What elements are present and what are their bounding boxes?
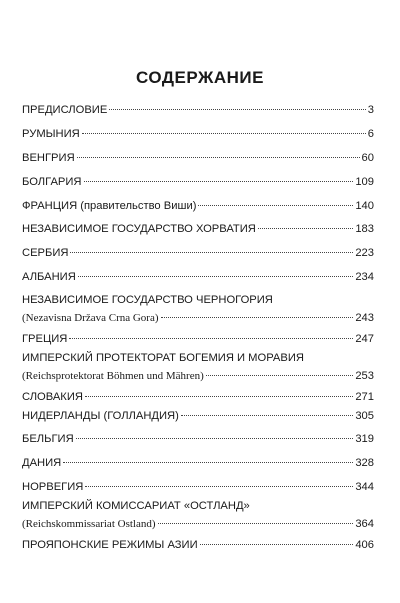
toc-entry-title: НЕЗАВИСИМОЕ ГОСУДАРСТВО ЧЕРНОГОРИЯ [22, 294, 273, 306]
toc-entry[interactable] [22, 128, 374, 141]
toc-page-number: 328 [355, 457, 374, 469]
toc-entry-subtitle: (Nezavisna Država Crna Gora) [22, 312, 159, 324]
dot-leader [161, 317, 354, 318]
page-title: СОДЕРЖАНИЕ [136, 68, 264, 87]
dot-leader [198, 205, 353, 206]
toc-entry-title: ФРАНЦИЯ (правительство Виши) [22, 200, 197, 212]
toc-entry[interactable] [22, 176, 374, 189]
toc-page-number: 253 [355, 370, 374, 382]
toc-entry-title: ГРЕЦИЯ [22, 333, 68, 345]
toc-entry[interactable] [22, 333, 374, 346]
toc-entry-title: НИДЕРЛАНДЫ (ГОЛЛАНДИЯ) [22, 410, 179, 422]
dot-leader [70, 252, 353, 253]
toc-page-number: 344 [355, 481, 374, 493]
dot-leader [63, 462, 353, 463]
toc-entry[interactable] [22, 294, 374, 324]
toc-entry-title: ПРЕДИСЛОВИЕ [22, 104, 108, 116]
toc-entry-title: НЕЗАВИСИМОЕ ГОСУДАРСТВО ХОРВАТИЯ [22, 223, 256, 235]
toc-entry[interactable] [22, 481, 374, 494]
toc-page-number: 183 [355, 223, 374, 235]
toc-entry[interactable] [22, 352, 374, 382]
toc-entry[interactable] [22, 500, 374, 530]
toc-entry-title: СЕРБИЯ [22, 247, 69, 259]
toc-entry[interactable] [22, 200, 374, 213]
dot-leader [85, 396, 353, 397]
toc-page-number: 243 [355, 312, 374, 324]
toc-page-number: 406 [355, 539, 374, 551]
toc-entry-title: ИМПЕРСКИЙ КОМИССАРИАТ «ОСТЛАНД» [22, 500, 250, 512]
toc-page-number: 247 [355, 333, 374, 345]
toc-entry[interactable] [22, 457, 374, 470]
toc-entry-title: НОРВЕГИЯ [22, 481, 84, 493]
toc-page-number: 60 [361, 152, 374, 164]
dot-leader [258, 228, 353, 229]
toc-page-number: 140 [355, 200, 374, 212]
toc-entry[interactable] [22, 152, 374, 165]
toc-entry-title: ДАНИЯ [22, 457, 62, 469]
toc-entry[interactable] [22, 391, 374, 404]
toc-entry[interactable] [22, 539, 374, 552]
toc-page-number: 364 [355, 518, 374, 530]
toc-entry-title: АЛБАНИЯ [22, 271, 76, 283]
dot-leader [77, 157, 360, 158]
toc-entry[interactable] [22, 104, 374, 117]
toc-entry-title: ПРОЯПОНСКИЕ РЕЖИМЫ АЗИИ [22, 539, 198, 551]
dot-leader [109, 109, 365, 110]
toc-entry-title: ВЕНГРИЯ [22, 152, 75, 164]
dot-leader [200, 544, 354, 545]
dot-leader [181, 415, 353, 416]
toc-entry[interactable] [22, 410, 374, 423]
toc-entry-title: СЛОВАКИЯ [22, 391, 83, 403]
toc-page-number: 6 [367, 128, 374, 140]
toc-entry-subtitle: (Reichskommissariat Ostland) [22, 518, 156, 530]
dot-leader [78, 276, 354, 277]
toc-entry-title: РУМЫНИЯ [22, 128, 80, 140]
toc-entry[interactable] [22, 247, 374, 260]
dot-leader [85, 486, 353, 487]
dot-leader [84, 181, 354, 182]
toc-page-number: 319 [355, 433, 374, 445]
dot-leader [158, 523, 354, 524]
toc-entry[interactable] [22, 271, 374, 284]
toc-entry[interactable] [22, 433, 374, 446]
toc-entry[interactable] [22, 223, 374, 236]
dot-leader [82, 133, 366, 134]
toc-page-number: 223 [355, 247, 374, 259]
toc-entry-title: БЕЛЬГИЯ [22, 433, 74, 445]
toc-page-number: 305 [355, 410, 374, 422]
toc-entry-subtitle: (Reichsprotektorat Böhmen und Mähren) [22, 370, 204, 382]
toc-page-number: 3 [367, 104, 374, 116]
dot-leader [69, 338, 353, 339]
toc-entry-title: ИМПЕРСКИЙ ПРОТЕКТОРАТ БОГЕМИЯ И МОРАВИЯ [22, 352, 304, 364]
toc-page-number: 234 [355, 271, 374, 283]
toc-entry-title: БОЛГАРИЯ [22, 176, 82, 188]
toc-page-number: 109 [355, 176, 374, 188]
dot-leader [76, 438, 354, 439]
toc-page-number: 271 [355, 391, 374, 403]
dot-leader [206, 375, 354, 376]
